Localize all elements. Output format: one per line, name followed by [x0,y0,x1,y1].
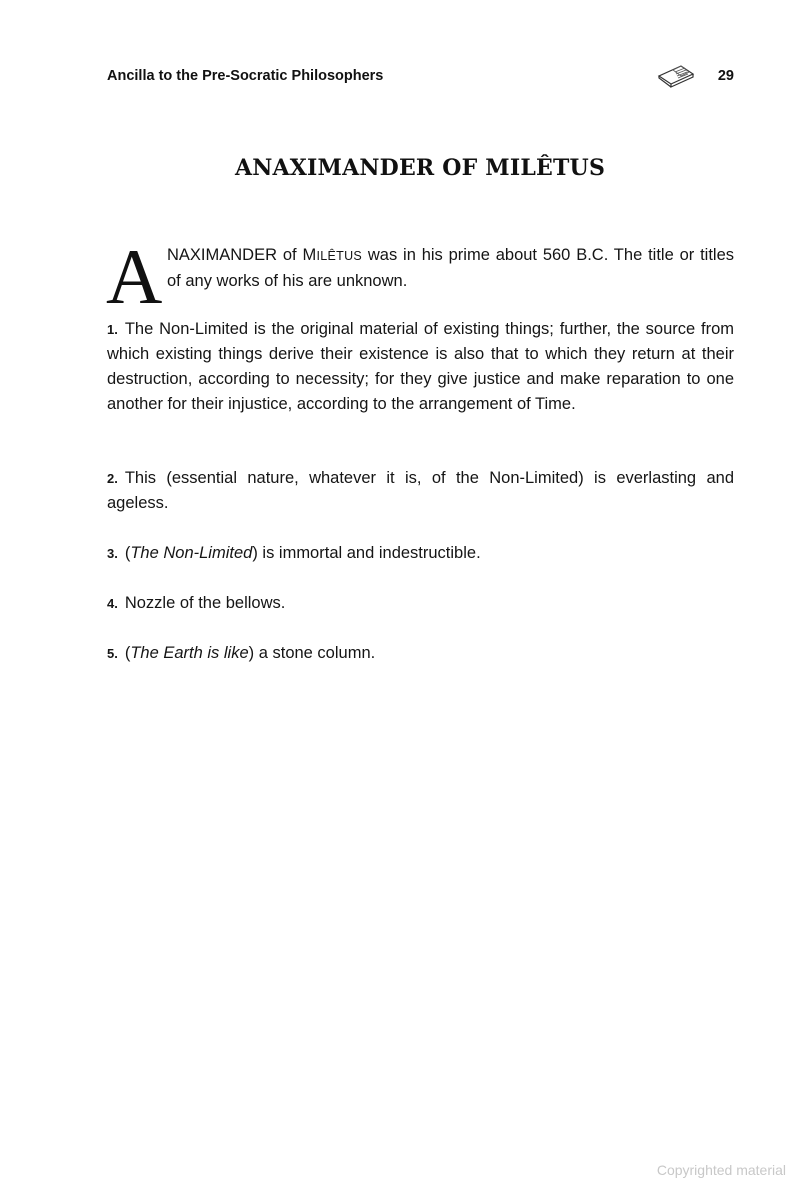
fragment-text: Nozzle of the bellows. [124,594,286,612]
drop-cap: A [106,233,163,320]
fragment-text: This (essential nature, whatever it is, of the Non-Limited) is everlasting and ageless. [107,469,734,512]
intro-lead: NAXIMANDER of [167,246,303,264]
book-title: Ancilla to the Pre-Socratic Philosophers [107,68,384,84]
fragment-number: 4. [107,596,118,611]
open-book-icon [657,64,697,90]
fragment-3 [107,541,734,566]
fragment-1 [107,317,734,417]
fragment-4 [107,591,734,616]
open-paren: ( [124,544,131,562]
running-header [107,66,734,88]
fragment-italic: The Non-Limited [130,544,253,562]
fragment-number: 5. [107,646,118,661]
open-paren: ( [124,644,131,662]
fragment-2 [107,466,734,516]
intro-place-name: MILÊTUS [302,246,363,264]
page-number: 29 [717,68,734,84]
fragment-5 [107,641,734,666]
fragment-text: The Non-Limited is the original material of existing things; further, the source from which existing things derive their existence is also that to which they return at their destruction, according to necessity; for they give justice and make reparation to one another for their injustice, according to the arrangement of Time. [107,320,734,413]
copyright-watermark: Copyrighted material [656,1162,786,1178]
fragment-number: 1. [107,322,118,337]
fragment-text: ) is immortal and indestructible. [252,544,481,562]
fragment-italic: The Earth is like [130,644,249,662]
fragment-number: 2. [107,471,118,486]
chapter-title: ANAXIMANDER OF MILÊTUS [234,155,606,181]
intro-rest: was in his prime about 560 B.C. The title or titles of any works of his are unknown. [167,246,734,290]
intro-paragraph [167,243,734,294]
fragment-text: ) a stone column. [248,644,376,662]
fragment-number: 3. [107,546,118,561]
